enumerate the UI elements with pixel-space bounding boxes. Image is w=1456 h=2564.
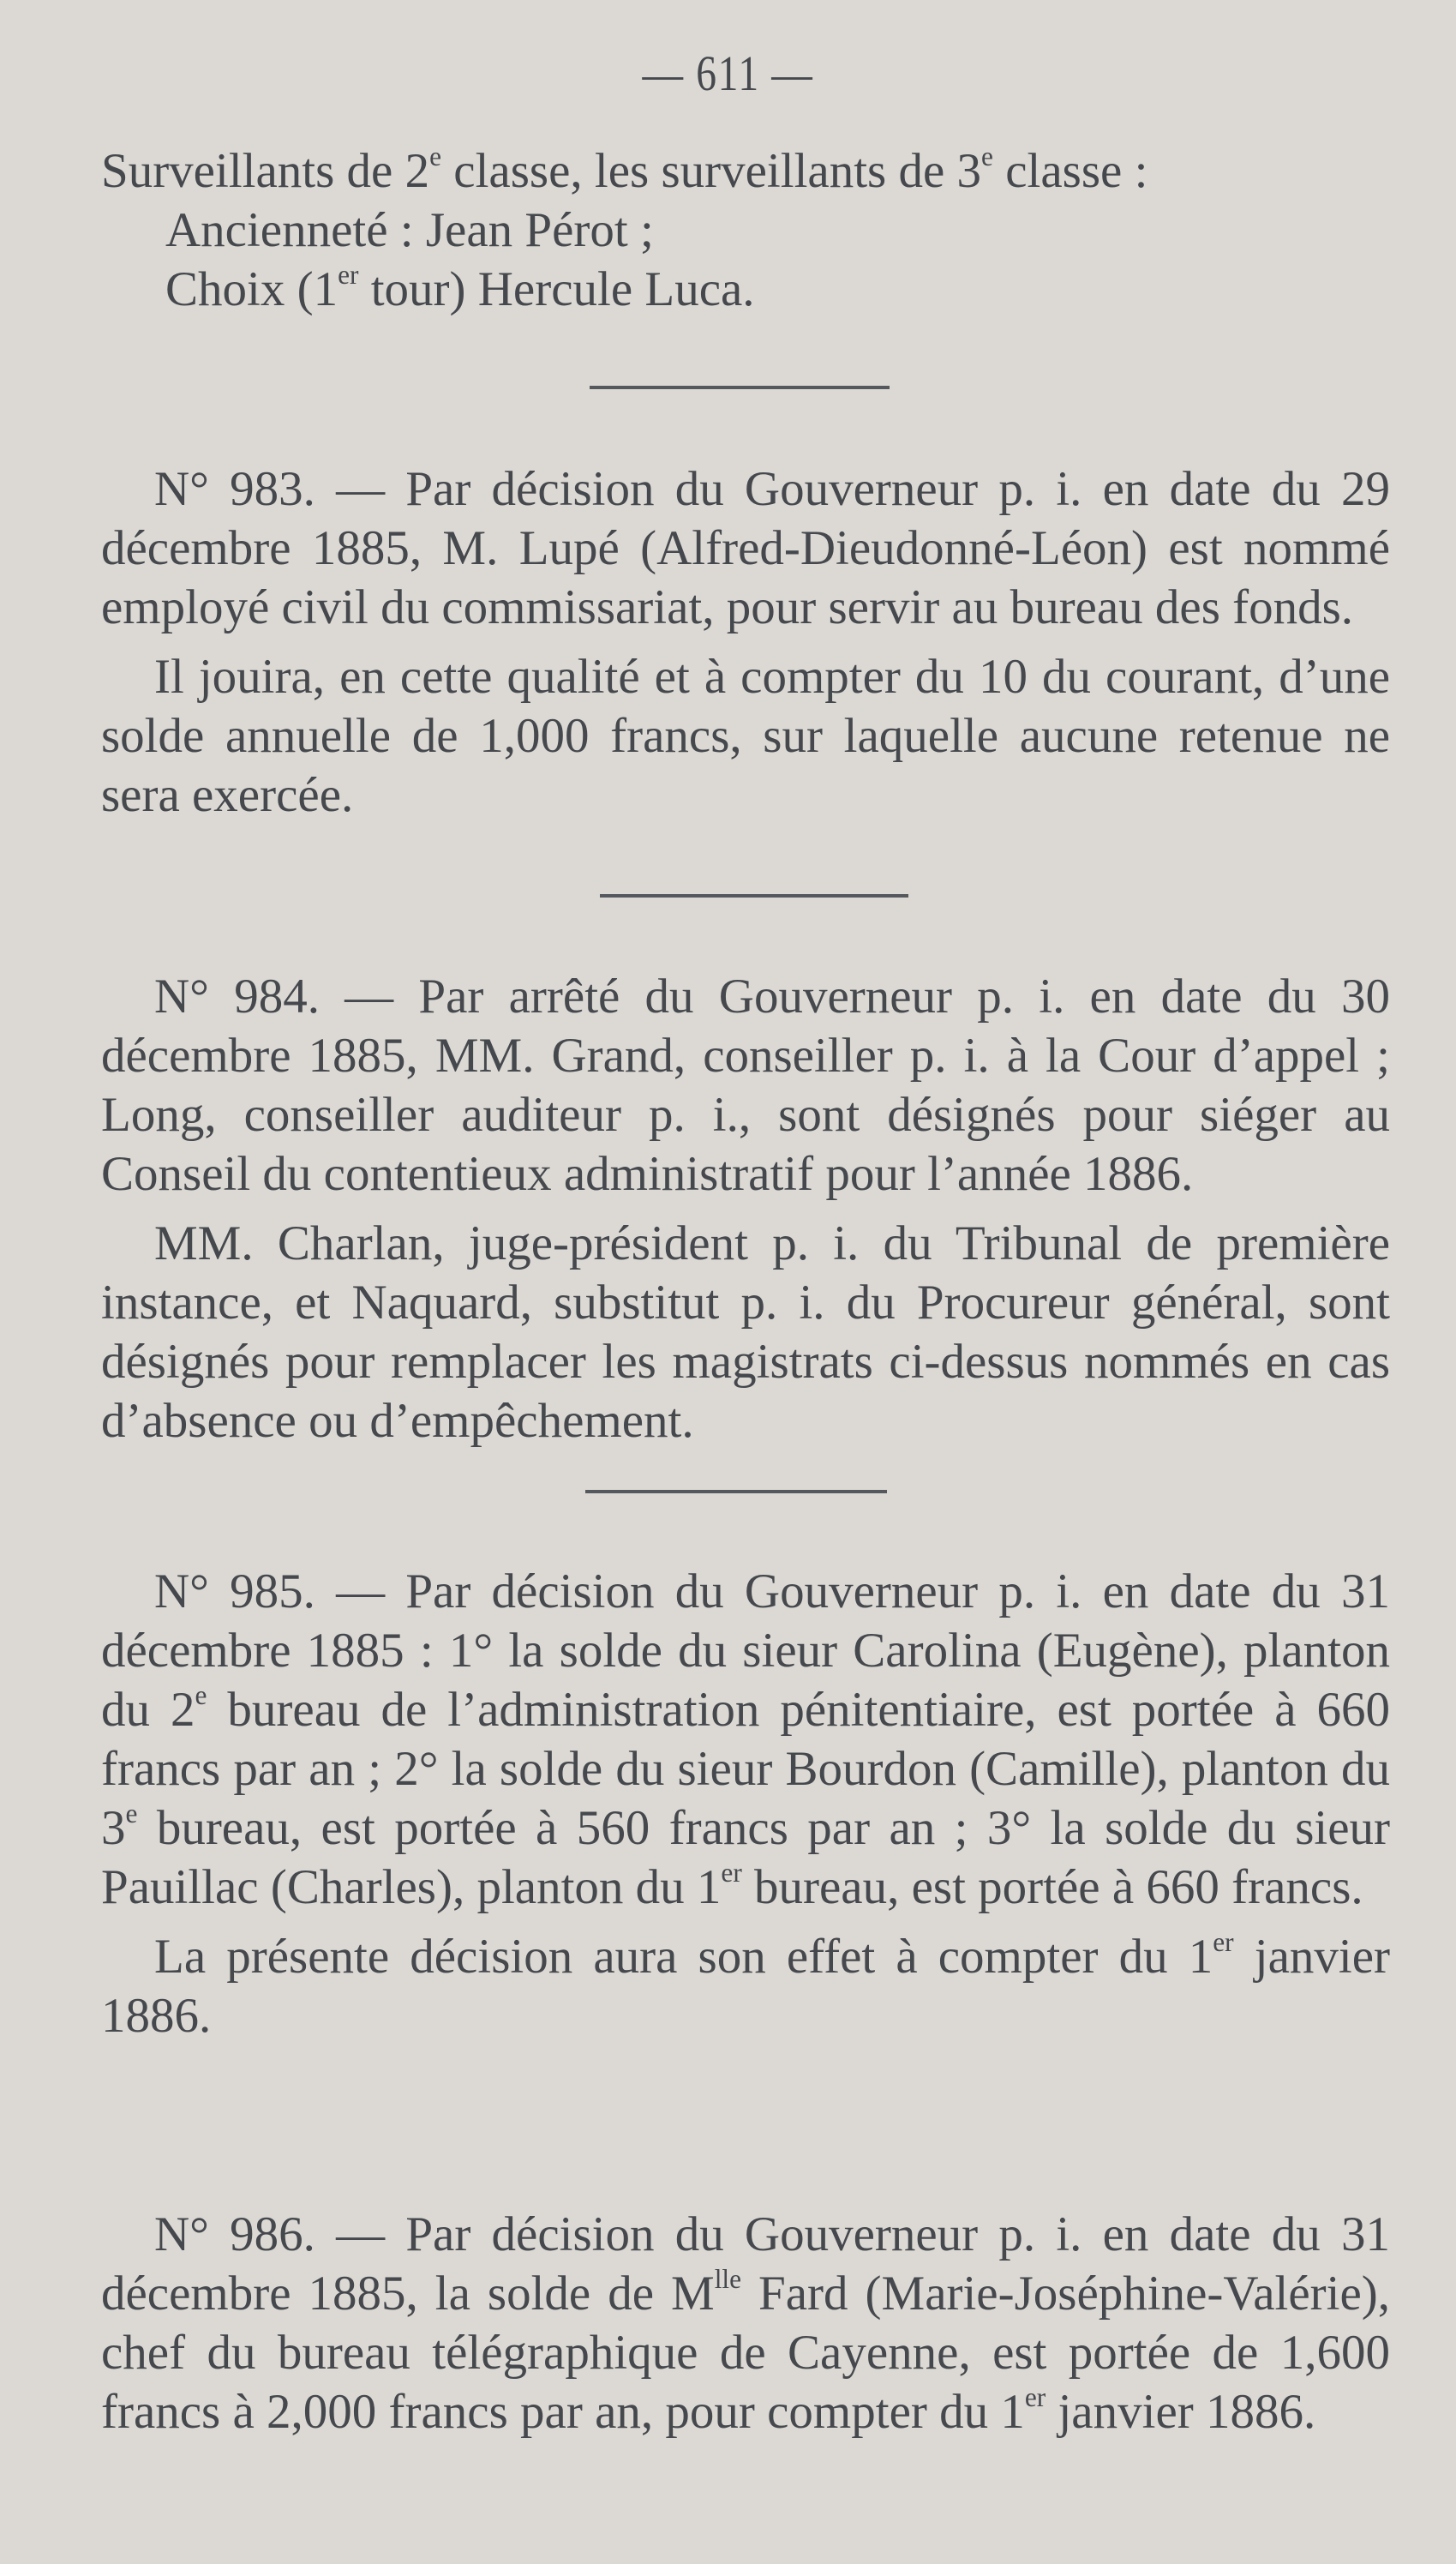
top-section	[101, 141, 1390, 319]
entry-985	[101, 1562, 1390, 2045]
surveillants-line: Surveillants de 2e classe, les surveillants de 3e classe :	[101, 141, 1148, 198]
separator-rule	[590, 386, 890, 389]
choix-line: Choix (1er tour) Hercule Luca.	[165, 260, 755, 316]
entry-983	[101, 459, 1390, 825]
separator-rule	[585, 1490, 887, 1493]
entry-984-paragraph-1: N° 984. — Par arrêté du Gouverneur p. i. en date du 30 décembre 1885, MM. Grand, conseiller p. i. à la Cour d’appel ; Long, conseiller auditeur p. i., sont désignés pour siéger au Conseil du contentieux administratif pour l’année 1886.	[101, 970, 1390, 1201]
entry-986-paragraph-1: N° 986. — Par décision du Gouverneur p. i. en date du 31 décembre 1885, la solde de $M^{lle}$ Fard (Marie-Joséphine-Valérie), chef du bureau télégraphique de Cayenne, est portée de 1,600 francs à 2,000 francs par an, pour compter du 1er janvier 1886.	[101, 2207, 1390, 2439]
entry-983-paragraph-2: Il jouira, en cette qualité et à compter du 10 du courant, d’une solde annuelle de 1,000 francs, sur laquelle aucune retenue ne sera exercée.	[101, 650, 1390, 822]
entry-984-paragraph-2: MM. Charlan, juge-président p. i. du Tribunal de première instance, et Naquard, substitut p. i. du Procureur général, sont désignés pour remplacer les magistrats ci-dessus nommés en cas d’absence ou d’empêchement.	[101, 1216, 1390, 1448]
entry-984	[101, 967, 1390, 1450]
entry-985-paragraph-1: N° 985. — Par décision du Gouverneur p. i. en date du 31 décembre 1885 : 1° la solde du sieur Carolina (Eugène), planton du 2e bureau de l’administration pénitentiaire, est portée à 660 francs par an ; 2° la solde du sieur Bourdon (Camille), planton du 3e bureau, est portée à 560 francs par an ; 3° la solde du sieur Pauillac (Charles), planton du 1er bureau, est portée à 660 francs.	[101, 1564, 1391, 1914]
separator-rule	[600, 894, 908, 898]
entry-983-paragraph-1: N° 983. — Par décision du Gouverneur p. i. en date du 29 décembre 1885, M. Lupé (Alfred-Dieudonné-Léon) est nommé employé civil du commissariat, pour servir au bureau des fonds.	[101, 462, 1390, 634]
page-number: — 611 —	[642, 45, 814, 101]
entry-985-paragraph-2: La présente décision aura son effet à compter du 1er janvier 1886.	[101, 1927, 1390, 2043]
entry-986	[101, 2205, 1390, 2441]
anciennete-line: Ancienneté : Jean Pérot ;	[165, 203, 654, 257]
